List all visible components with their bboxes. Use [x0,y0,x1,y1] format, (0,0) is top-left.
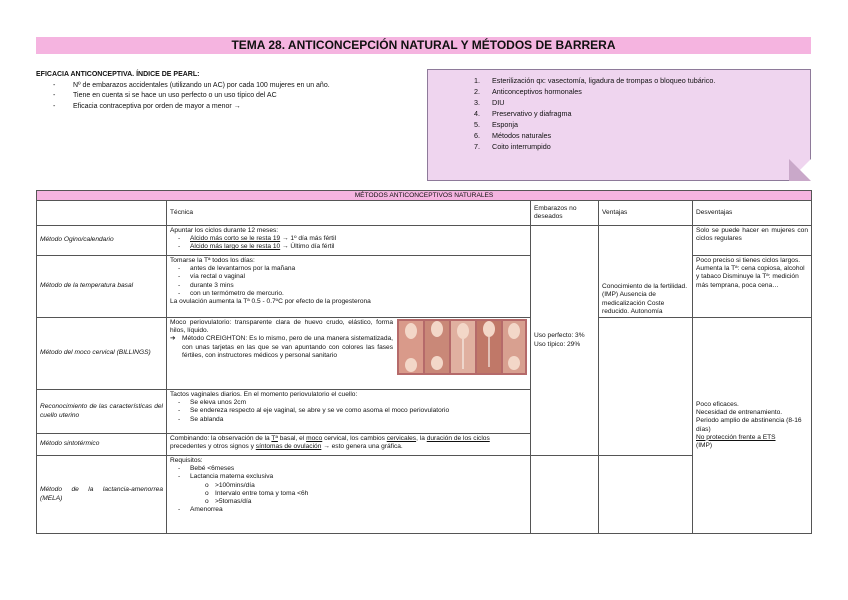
header-embarazos: Embarazos no deseados [531,201,599,226]
method-name: Método de la lactancia-amenorrea (MELA) [37,456,167,534]
ventajas-cell-empty [599,456,693,534]
header-ventajas: Ventajas [599,201,693,226]
ranking-item: 3. DIU [474,98,505,107]
efficacy-ranking-note [427,69,811,181]
ranking-list [474,75,715,152]
method-name: Método Ogino/calendario [37,226,167,256]
ranking-item: 5. Esponja [474,120,518,129]
ranking-item: 4. Preservativo y diafragma [474,109,572,118]
table-row [37,256,812,318]
page-title: TEMA 28. ANTICONCEPCIÓN NATURAL Y MÉTODOS DE BARRERA [36,37,811,54]
desventajas-cell: Poco eficaces. Necesidad de entrenamiento. Periodo amplio de abstinencia (8-16 días) No protección frente a ETS (IMP) [693,318,812,534]
header-tecnica: Técnica [167,201,531,226]
ranking-item: 6. Métodos naturales [474,131,552,140]
ranking-item: 1. Esterilización qx: vasectomía, ligadura de trompas o bloqueo tubárico. [474,76,716,85]
tecnica-cell: Moco periovulatorio: transparente clara de huevo crudo, elástico, forma hilos, líquido. ➔ Método CREIGHTON: Es lo mismo, pero de una manera sistematizada, con unas tarjetas en las que se van apuntando con colores las fases fértiles, con instructores médicos y personal sanitario [167,318,531,390]
tecnica-cell: Requisitos: - Bebé <6meses - Lactancia materna exclusiva o >100mins/día o Intervalo entre toma y toma <6h o >5tomas/día - Amenorrea [167,456,531,534]
method-name: Método sintotérmico [37,434,167,456]
note-folded-corner [789,159,811,181]
tecnica-cell: Tomarse la Tª todos los días: - antes de levantarnos por la mañana - vía rectal o vaginal - durante 3 mins - con un termómetro de mercurio. La ovulación aumenta la Tª 0.5 - 0.7ºC por efecto de la progesterona [167,256,531,318]
table-row [37,318,812,390]
natural-methods-table [36,190,812,534]
tecnica-cell: Combinando: la observación de la Tª basal, el moco cervical, los cambios cervicales, la duración de los ciclos precedentes y otros signos y síntomas de ovulación → esto genera una gráfica. [167,434,531,456]
pearl-item: - Eficacia contraceptiva por orden de mayor a menor → [73,102,426,113]
ranking-item: 2. Anticonceptivos hormonales [474,87,582,96]
ventajas-cell-empty [599,318,693,456]
table-banner: MÉTODOS ANTICONCEPTIVOS NATURALES [37,191,812,201]
method-name: Método de la temperatura basal [37,256,167,318]
pearl-item: - Tiene en cuenta si se hace un uso perfecto o un uso típico del AC [73,91,426,102]
pearl-item: - Nº de embarazos accidentales (utilizando un AC) por cada 100 mujeres en un año. [73,81,426,92]
embarazos-cell-empty [531,456,599,534]
ventajas-cell: Conocimiento de la fertilidad. (IMP) Ausencia de medicalización Coste reducido. Autonomía [599,226,693,318]
header-empty [37,201,167,226]
method-name: Método del moco cervical (BILLINGS) [37,318,167,390]
embarazos-cell: Uso perfecto: 3% Uso típico: 29% [531,226,599,456]
desventajas-cell: Solo se puede hacer en mujeres con ciclos regulares [693,226,812,256]
table-row [37,226,812,256]
tecnica-cell: Apuntar los ciclos durante 12 meses: - Alcido más corto se le resta 19 → 1º día más fértil - Alcido más largo se le resta 10 → Último día fértil [167,226,531,256]
pearl-index-section [36,70,426,112]
method-name: Reconocimiento de las características del cuello uterino [37,390,167,434]
tecnica-cell: Tactos vaginales diarios. En el momento periovulatorio el cuello: - Se eleva unos 2cm - Se endereza respecto al eje vaginal, se abre y se ve como asoma el moco periovulatorio - Se ablanda [167,390,531,434]
desventajas-cell: Poco preciso si tienes ciclos largos. Aumenta la Tª: cena copiosa, alcohol y tabaco Disminuye la Tª: medición más temprana, poca cena… [693,256,812,318]
pearl-heading: EFICACIA ANTICONCEPTIVA. ÍNDICE DE PEARL: [36,71,200,78]
table-header-row [37,201,812,226]
ranking-item: 7. Coito interrumpido [474,142,551,151]
pearl-list [36,81,426,113]
header-desventajas: Desventajas [693,201,812,226]
